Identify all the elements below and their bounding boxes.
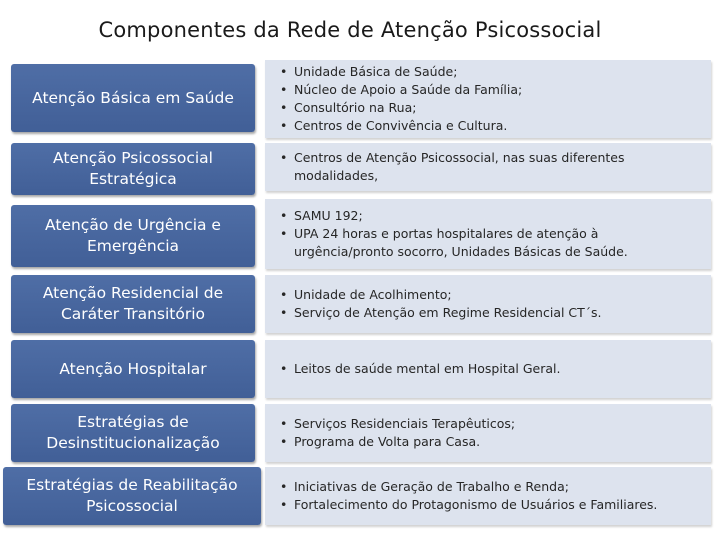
services-list [280, 63, 701, 135]
category-box-basic-care [11, 64, 255, 132]
services-box-basic-care [265, 60, 711, 138]
service-item: • Leitos de saúde mental em Hospital Geral. [280, 360, 701, 378]
service-item: • Unidade de Acolhimento; [280, 286, 701, 304]
page-title: Componentes da Rede de Atenção Psicossocial [98, 18, 602, 42]
services-list [280, 149, 701, 185]
services-box-deinstitutionalization [265, 404, 711, 462]
service-item: • Serviço de Atenção em Regime Residencial CT´s. [280, 304, 701, 322]
category-label: Atenção Hospitalar [59, 359, 207, 378]
service-item: • Programa de Volta para Casa. [280, 433, 701, 451]
category-box-urgency [11, 205, 255, 267]
service-item: • SAMU 192; [280, 207, 701, 225]
category-box-residential [11, 275, 255, 333]
services-box-psychosocial-strategic [265, 143, 711, 191]
services-box-urgency [265, 199, 711, 269]
category-label: Estratégias de Reabilitação Psicossocial [26, 476, 238, 515]
services-list [280, 207, 701, 261]
category-box-deinstitutionalization [11, 404, 255, 462]
services-box-hospital [265, 340, 711, 398]
category-label: Atenção Básica em Saúde [32, 88, 234, 107]
services-list [280, 286, 701, 322]
services-box-residential [265, 275, 711, 333]
service-item: • UPA 24 horas e portas hospitalares de atenção à urgência/pronto socorro, Unidades Básicas de Saúde. [280, 225, 701, 261]
services-list [280, 478, 701, 514]
service-item: • Núcleo de Apoio a Saúde da Família; [280, 81, 701, 99]
category-label: Estratégias de Desinstitucionalização [46, 413, 220, 452]
category-box-hospital [11, 340, 255, 398]
services-list [280, 415, 701, 451]
category-box-psychosocial-strategic [11, 143, 255, 195]
service-item: • Centros de Atenção Psicossocial, nas suas diferentes modalidades, [280, 149, 701, 185]
category-label: Atenção Residencial de Caráter Transitório [42, 284, 224, 323]
services-list [280, 360, 701, 378]
service-item: • Serviços Residenciais Terapêuticos; [280, 415, 701, 433]
service-item: • Consultório na Rua; [280, 99, 701, 117]
service-item: • Unidade Básica de Saúde; [280, 63, 701, 81]
category-label: Atenção Psicossocial Estratégica [53, 149, 213, 188]
service-item: • Centros de Convivência e Cultura. [280, 117, 701, 135]
category-box-rehabilitation [3, 467, 261, 525]
service-item: • Iniciativas de Geração de Trabalho e Renda; [280, 478, 701, 496]
category-label: Atenção de Urgência e Emergência [45, 216, 221, 255]
services-box-rehabilitation [265, 467, 711, 525]
service-item: • Fortalecimento do Protagonismo de Usuários e Familiares. [280, 496, 701, 514]
